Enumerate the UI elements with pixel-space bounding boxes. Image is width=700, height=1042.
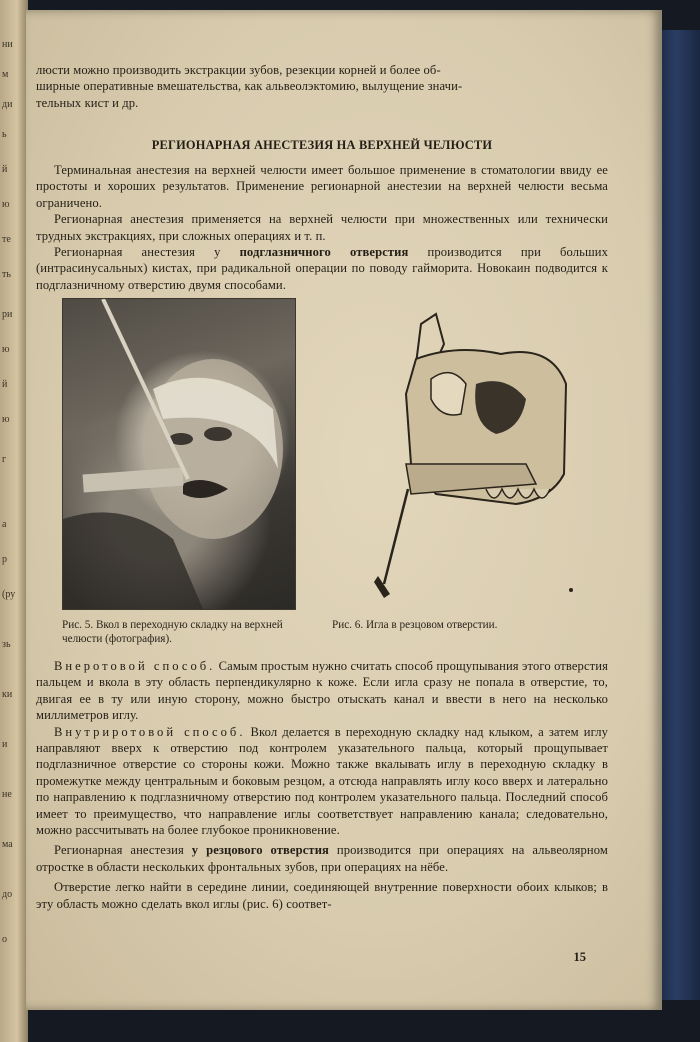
left-fragment: ни (2, 39, 13, 50)
left-fragment: ди (2, 99, 13, 110)
text-run: производится при операциях на альвеолярном отростке в области нескольких фронтальных зубов, при операциях на нёбе. (36, 843, 608, 874)
text-run: Регионарная анестезия у (54, 245, 240, 260)
skull-illustration (326, 304, 576, 604)
text-run: производится при больших (интрасинусальных) кистах, при радикальной операции по поводу гайморита. Новокаин подводится к подглазничному отверстию двумя способами. (36, 245, 608, 292)
book-page (26, 10, 662, 1010)
left-fragment: ки (2, 689, 13, 700)
left-fragment: о (2, 934, 7, 945)
bold-term: у резцового отверстия (191, 843, 329, 858)
methods-text (36, 658, 608, 912)
figure-5-photograph (62, 298, 296, 610)
section-heading: РЕГИОНАРНАЯ АНЕСТЕЗИЯ НА ВЕРХНЕЙ ЧЕЛЮСТИ (151, 138, 493, 152)
bold-term: подглазничного отверстия (239, 245, 409, 260)
left-fragment: до (2, 889, 13, 900)
paragraph: Регионарная анестезия применяется на верхней челюсти при множественных или технически трудных экстракциях, при сложных операциях и т. п. (36, 212, 608, 243)
left-fragment: м (2, 69, 9, 80)
text-run: Регионарная анестезия (54, 843, 192, 858)
left-fragment: ть (2, 269, 11, 280)
left-fragment: (ру (2, 589, 16, 600)
left-fragment: ь (2, 129, 7, 140)
figure-6-skull-drawing (326, 304, 576, 604)
text-run: Вкол делается в переходную складку над клыком, а затем иглу направляют вверх к отверстию под контролем указательного пальца, который прощупывает подглазничное отверстие со стороны кожи. Можно также вкалывать иглу в переходную складку в промежутке между центральным и боковым резцом, а отсюда направлять иглу косо вверх и латерально по направлению к подглазничному отверстию под контролем указательного пальца. Последний способ имеет то преимущество, что направление иглы соответствует направлению канала; следовательно, можно рассчитывать на более глубокое проникновение. (36, 724, 608, 838)
left-page-edge (0, 0, 28, 1042)
left-fragment: и (2, 739, 8, 750)
text-run: Самым простым нужно считать способ прощупывания этого отверстия пальцем и вкола в эту область перпендикулярно к коже. Если игла сразу не попала в отверстие, то, двигая ее в ту или иную сторону, можно быстро отыскать канал и ввести в него на несколько миллиметров иглу. (36, 659, 608, 723)
figure-6-caption: Рис. 6. Игла в резцовом отверстии. (332, 619, 498, 631)
intro-text (36, 162, 608, 293)
left-fragment: ю (2, 199, 10, 210)
paragraph (36, 244, 608, 293)
left-fragment: г (2, 454, 7, 465)
text-line: люсти можно производить экстракции зубов, резекции корней и более об- (36, 63, 441, 77)
left-fragment: зь (2, 639, 11, 650)
face-photo-sketch (63, 299, 295, 609)
left-fragment: ма (2, 839, 13, 850)
text-line: тельных кист и др. (36, 95, 139, 110)
paragraph (36, 724, 608, 839)
paragraph: Терминальная анестезия на верхней челюсти имеет большое применение в стоматологии ввиду ее простоты и хороших результатов. Применение регионарной анестезии на верхней челюсти весьма ограничено. (36, 163, 608, 210)
left-fragment: а (2, 519, 7, 530)
method-name: Внутриротовой способ. (54, 724, 246, 739)
left-fragment: те (2, 234, 11, 245)
top-paragraph (36, 62, 608, 111)
page-number: 15 (573, 950, 586, 964)
left-fragment: ю (2, 344, 10, 355)
book-cover (660, 30, 700, 1000)
figure-5-caption: Рис. 5. Вкол в переходную складку на верхней челюсти (фотография). (62, 619, 283, 645)
left-fragment: й (2, 164, 8, 175)
left-fragment: ри (2, 309, 13, 320)
left-fragment: ю (2, 414, 10, 425)
paragraph (36, 658, 608, 724)
left-fragment: не (2, 789, 12, 800)
paragraph (36, 842, 608, 875)
paragraph: Отверстие легко найти в середине линии, соединяющей внутренние поверхности обоих клыков; в эту область можно сделать вкол иглы (рис. 6) соответ- (36, 880, 608, 911)
text-line: ширные оперативные вмешательства, как альвеолэктомию, вылущение значи- (36, 79, 463, 94)
method-name: Внеротовой способ. (54, 659, 216, 673)
left-fragment: р (2, 554, 7, 565)
left-fragment: й (2, 379, 8, 390)
